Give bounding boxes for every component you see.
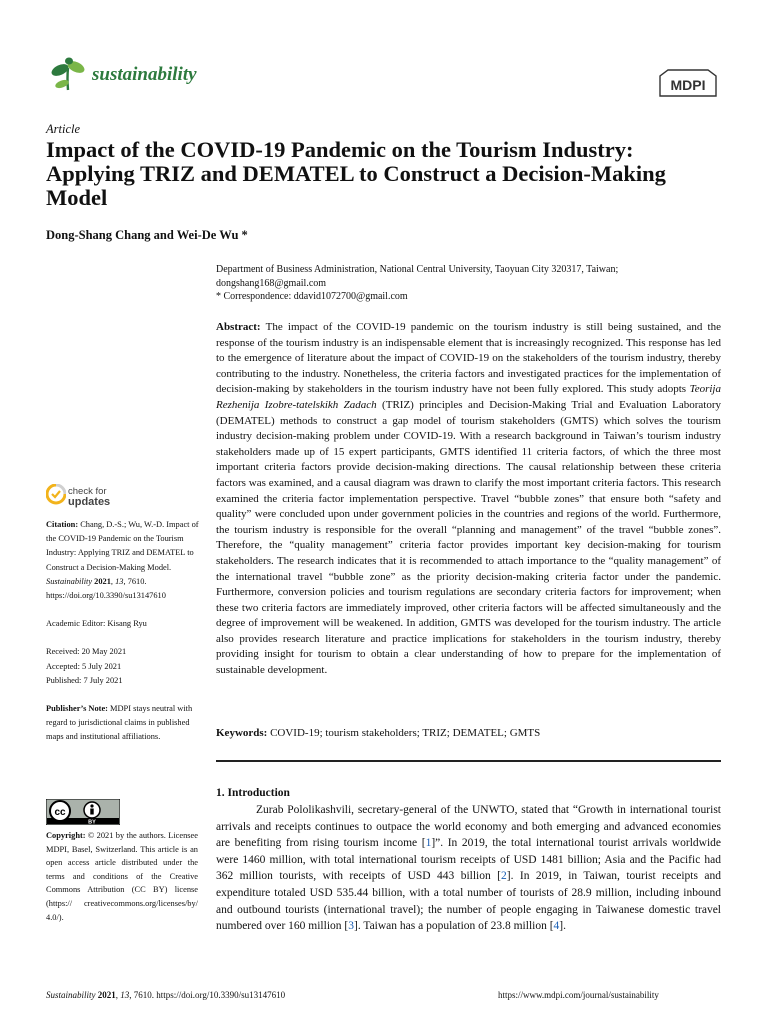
correspondence <box>216 290 716 304</box>
intro-text-4: ]. Taiwan has a population of 23.8 million [ <box>353 920 554 933</box>
citation: Citation: Chang, D.-S.; Wu, W.-D. Impact of the COVID-19 Pandemic on the Tourism Industry: Applying TRIZ and DEMATEL to Construct a Decision-Making Model. Sustainability 2021, 13, 7610. https://doi.org/10.3390/su13147610 <box>46 520 199 601</box>
authors: Dong-Shang Chang and Wei-De Wu * <box>46 228 248 242</box>
mdpi-logo <box>658 68 718 98</box>
academic-editor: Academic Editor: Kisang Ryu <box>46 619 147 629</box>
cc-glyph: cc <box>54 807 66 818</box>
copyright-label: Copyright: <box>46 831 86 840</box>
intro-text-1: Zurab Pololikashvili, secretary-general of the UNWTO, stated that “Growth in international tourist arrivals and receipts continues to outpace the world economy and both emerging and advanced economies are benefiting from rising tourism income [ <box>216 804 721 850</box>
abstract <box>216 320 721 679</box>
sustainability-logo-icon <box>48 56 88 92</box>
correspondence-label: * Correspondence: <box>216 291 294 302</box>
journal-name: sustainability <box>92 64 197 85</box>
introduction-paragraph <box>216 802 721 935</box>
section-divider <box>216 760 721 762</box>
sidebar-metadata <box>46 518 201 759</box>
footer-doi[interactable]: , 7610. https://doi.org/10.3390/su13147610 <box>129 990 286 1000</box>
check-for-updates-label[interactable] <box>68 487 110 507</box>
citation-pages-doi: , 7610. https://doi.org/10.3390/su13147610 <box>46 576 166 601</box>
affiliation <box>216 263 716 304</box>
affiliation-text: Department of Business Administration, National Central University, Taoyuan City 320317, Taiwan; dongshang168@gmail.com <box>216 264 619 289</box>
dates <box>46 645 201 688</box>
abstract-text-1: The impact of the COVID-19 pandemic on the tourism industry is still being sustained, and the response of the tourism industry is an indispensable element that is increasingly recognized. This response has led to the emergence of literature about the impact of COVID-19 on the stakeholders of the tourism industry, thereby contributing to the industry. Nonetheless, the criteria factors and investigated practices for the implementation of decision-making by stakeholders in the tourism industry have not been fully explored. This study adopts <box>216 321 721 396</box>
received-date: Received: 20 May 2021 <box>46 647 127 657</box>
section-heading-introduction: 1. Introduction <box>216 787 290 799</box>
intro-text-2: ]”. In 2019, the total international tourist arrivals worldwide were 1460 million, with total international tourism receipts of USD 1481 billion; Asia and the Pacific had 362 million tourists, with receipts of USD 443 billion [ <box>216 837 721 883</box>
publisher-note <box>46 702 201 745</box>
mdpi-logo-text: MDPI <box>670 77 706 93</box>
citation-journal: Sustainability <box>46 576 93 586</box>
footer-journal-url[interactable]: https://www.mdpi.com/journal/sustainability <box>498 990 659 1000</box>
check-for-updates-icon[interactable] <box>46 484 66 508</box>
reference-link-3[interactable]: 3 <box>348 920 354 933</box>
citation-volume: 13 <box>115 576 124 586</box>
publisher-note-label: Publisher’s Note: <box>46 704 108 714</box>
cc-by-license-badge[interactable] <box>46 799 120 825</box>
intro-text-3: ]. In 2019, in Taiwan, tourist receipts and expenditure totaled USD 535.44 billion, with a total number of tourists of 28.9 million, including inbound and outbound tourists (international travel); the number of people engaging in Taiwanese domestic travel numbered over 160 million [ <box>216 870 721 933</box>
reference-link-2[interactable]: 2 <box>501 870 507 883</box>
check-for-text: check for <box>68 486 107 497</box>
abstract-italic-term: Teorija Rezhenija Izobre-tatelskikh Zadach <box>216 383 721 411</box>
correspondence-email-link[interactable]: ddavid1072700@gmail.com <box>293 291 408 302</box>
copyright-text: © 2021 by the authors. Licensee MDPI, Basel, Switzerland. This article is an open access article distributed under the terms and conditions of the Creative Commons Attribution (CC BY) license (https:// creativecommons.org/licenses/by/ 4.0/). <box>46 831 198 922</box>
reference-link-1[interactable]: 1 <box>425 837 432 850</box>
citation-text: Chang, D.-S.; Wu, W.-D. Impact of the COVID-19 Pandemic on the Tourism Industry: Applying TRIZ and DEMATEL to Construct a Decision-Making Model. <box>46 520 199 572</box>
citation-label: Citation: <box>46 520 79 529</box>
footer-journal: Sustainability <box>46 990 96 1000</box>
citation-year: 2021 <box>94 576 111 586</box>
keywords-text: COVID-19; tourism stakeholders; TRIZ; DEMATEL; GMTS <box>267 727 541 739</box>
updates-text: updates <box>68 496 111 508</box>
abstract-label: Abstract: <box>216 321 261 333</box>
intro-text-5: ]. <box>559 920 567 933</box>
article-type: Article <box>46 122 81 136</box>
keywords <box>216 727 721 739</box>
abstract-text-2: (TRIZ) principles and Decision-Making Trial and Evaluation Laboratory (DEMATEL) methods to construct a gap model of tourism stakeholders (GMTS) which solves the tourism industry decision-making problem under COVID-19. With a research background in Taiwan’s tourism industry stakeholders made up of 15 expert participants, GMTS identified 11 criteria factors, of which the three most important criteria factors provide decision-making directions. The causal relationship between these criteria factors was examined, and a causal diagram was drawn to clarify the most important criteria factors. This research examined the criteria factor implementation perspective. Travel “bubble zones” that ensure both “safety and quality” were concluded upon under government policies in the countries and regions of the world. Furthermore, the tourism industry is responsible for the overall “planning and management” of the travel “bubble zones”. Therefore, the “quality management” criteria factor provides important key decision-making for tourism stakeholders. The research indicates that it is recommended to attach importance to the “quality management” of the international travel “bubble zone” as the priority decision-making criteria factor under the pandemic. Furthermore, conversion policies and tourism regulations are secondary criteria factors for improvement; when these two criteria factors are immediately improved, other criteria factors will be affected simultaneously and the degree of improvement will be weakened. In addition, GMTS was developed for the tourism industry. The article also provides research literature and practice implications for stakeholders in the tourism industry, thereby providing insight for tourism to obtain a clear understanding of how to prepare for the implementation of sustainable development. <box>216 398 721 677</box>
reference-link-4[interactable]: 4 <box>553 920 560 933</box>
publisher-note-text: MDPI stays neutral with regard to jurisdictional claims in published maps and institutional affiliations. <box>46 704 193 742</box>
published-date: Published: 7 July 2021 <box>46 675 123 685</box>
footer-citation: Sustainability 2021, 13, 7610. https://doi.org/10.3390/su13147610 <box>46 990 286 1000</box>
footer-volume: 13 <box>120 990 130 1000</box>
cc-by-label: BY <box>88 819 96 825</box>
accepted-date: Accepted: 5 July 2021 <box>46 661 122 671</box>
article-title: Impact of the COVID-19 Pandemic on the Tourism Industry: Applying TRIZ and DEMATEL to Construct a Decision-Making Model <box>46 137 666 210</box>
footer-year: 2021 <box>97 990 116 1000</box>
copyright-notice <box>46 829 198 924</box>
keywords-label: Keywords: <box>216 727 268 739</box>
